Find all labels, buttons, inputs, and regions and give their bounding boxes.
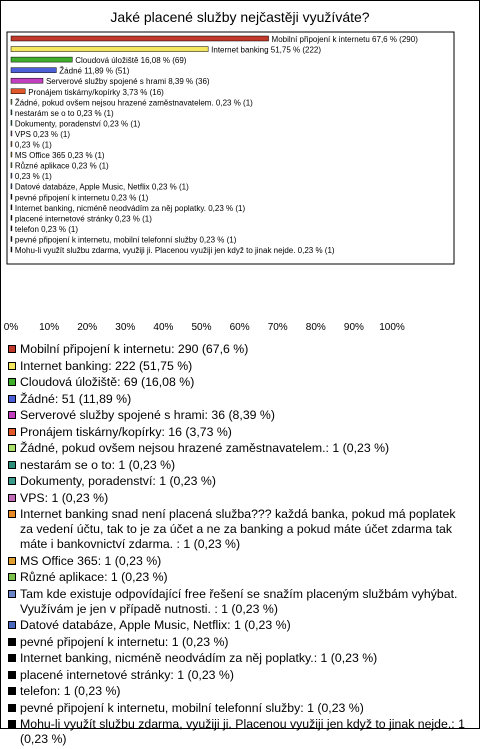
legend-item bbox=[8, 651, 470, 666]
legend-label: Datové databáze, Apple Music, Netflix: 1 (0,23 %) bbox=[20, 618, 291, 632]
legend-label: Dokumenty, poradenství: 1 (0,23 %) bbox=[20, 474, 216, 488]
legend-swatch bbox=[8, 638, 16, 646]
bar bbox=[11, 78, 43, 83]
legend-label: placené internetové stránky: 1 (0,23 %) bbox=[20, 667, 234, 682]
legend-label: Internet banking snad není placená služba??? každá banka, pokud má poplatek za vedení účtu, tak to je za účet a ne za banking a pokud máte účet zdarma tak máte i bankovnictví zdarma. : 1 (0,23 %) bbox=[20, 507, 456, 551]
legend-label: Mobilní připojení k internetu: 290 (67,6 %) bbox=[20, 342, 249, 356]
bar bbox=[11, 236, 12, 241]
chart-title: Jaké placené služby nejčastěji využíváte? bbox=[110, 9, 370, 25]
bar bbox=[11, 68, 56, 73]
legend-swatch bbox=[8, 557, 16, 565]
bar-label: Serverové služby spojené s hrami 8,39 % (36) bbox=[45, 77, 210, 87]
bar-label: Datové databáze, Apple Music, Netflix 0,23 % (1) bbox=[14, 182, 189, 192]
bar-label: Pronájem tiskárny/kopírky 3,73 % (16) bbox=[28, 87, 164, 97]
bar-label: Různé aplikace 0,23 % (1) bbox=[14, 161, 109, 171]
bar bbox=[11, 247, 12, 252]
legend-item bbox=[8, 425, 470, 440]
bar bbox=[11, 205, 12, 210]
legend-label: Mohu-li využít službu zdarma, využiji ji. Placenou využiji jen když to jinak nejde.: 1 (0,23 %) bbox=[20, 717, 465, 746]
bar bbox=[11, 215, 12, 220]
legend-label: Serverové služby spojené s hrami: 36 (8,39 %) bbox=[20, 408, 275, 422]
legend-swatch bbox=[8, 428, 16, 436]
legend-label: MS Office 365: 1 (0,23 %) bbox=[20, 553, 162, 568]
x-tick-label: 50% bbox=[191, 322, 212, 333]
legend-swatch bbox=[8, 687, 16, 695]
x-tick-label: 100% bbox=[379, 322, 405, 333]
legend-item bbox=[8, 342, 470, 357]
bar-label: 0,23 % (1) bbox=[14, 172, 52, 182]
bar-label: VPS 0,23 % (1) bbox=[14, 129, 71, 139]
legend-label: Žádné, pokud ovšem nejsou hrazené zaměstnavatelem.: 1 (0,23 %) bbox=[20, 441, 390, 455]
bar bbox=[11, 110, 12, 115]
bar-label: Internet banking, nicméně neodvádím za něj poplatky. 0,23 % (1) bbox=[14, 203, 246, 213]
legend-label: pevné připojení k internetu, mobilní telefonní služby: 1 (0,23 %) bbox=[20, 700, 364, 715]
legend-label: Internet banking: 222 (51,75 %) bbox=[20, 358, 193, 373]
legend-item bbox=[8, 458, 470, 473]
bar-chart-plot bbox=[0, 0, 480, 340]
bar-label: telefon 0,23 % (1) bbox=[14, 224, 79, 234]
legend-swatch bbox=[8, 654, 16, 662]
legend-item bbox=[8, 635, 470, 650]
legend-swatch bbox=[8, 444, 16, 452]
x-tick-label: 80% bbox=[305, 322, 326, 333]
legend-item bbox=[8, 474, 470, 489]
bar bbox=[11, 152, 12, 157]
x-tick-label: 60% bbox=[229, 322, 250, 333]
bar-label: Žádné 11,89 % (51) bbox=[59, 66, 130, 76]
bar-label: Internet banking 51,75 % (222) bbox=[211, 45, 322, 55]
bar-label: Mobilní připojení k internetu 67,6 % (290) bbox=[271, 35, 418, 44]
x-tick-label: 20% bbox=[77, 322, 98, 333]
bar bbox=[11, 184, 12, 189]
legend-swatch bbox=[8, 590, 16, 598]
legend-swatch bbox=[8, 477, 16, 485]
legend-item bbox=[8, 507, 470, 552]
x-tick-label: 40% bbox=[153, 322, 174, 333]
legend-swatch bbox=[8, 362, 16, 370]
x-tick-label: 0% bbox=[3, 322, 19, 333]
bar bbox=[11, 163, 12, 168]
bar-label: Cloudová úložiště 16,08 % (69) bbox=[75, 56, 187, 66]
legend-item bbox=[8, 359, 470, 374]
legend-item bbox=[8, 408, 470, 423]
legend-swatch bbox=[8, 461, 16, 469]
legend-item bbox=[8, 668, 470, 683]
legend-label: nestarám se o to: 1 (0,23 %) bbox=[20, 457, 176, 472]
legend-swatch bbox=[8, 494, 16, 502]
bar bbox=[11, 36, 269, 41]
bar-label: pevné připojení k internetu, mobilní telefonní služby 0,23 % (1) bbox=[14, 235, 237, 245]
legend-label: Různé aplikace: 1 (0,23 %) bbox=[20, 570, 168, 584]
legend-label: Internet banking, nicméně neodvádím za něj poplatky.: 1 (0,23 %) bbox=[20, 651, 378, 665]
bar-label: 0,23 % (1) bbox=[14, 140, 52, 150]
legend-label: Žádné: 51 (11,89 %) bbox=[20, 391, 132, 406]
legend-label: Tam kde existuje odpovídající free řešení se snažím placeným službám vyhýbat. Využívám je jen v případě nutnosti. : 1 (0,23 %) bbox=[20, 586, 458, 616]
legend-item bbox=[8, 375, 470, 390]
legend-swatch bbox=[8, 395, 16, 403]
legend-swatch bbox=[8, 573, 16, 581]
legend-item bbox=[8, 441, 470, 456]
legend-item bbox=[8, 554, 470, 569]
legend-swatch bbox=[8, 378, 16, 386]
bar bbox=[11, 47, 208, 52]
legend-item bbox=[8, 618, 470, 633]
bar bbox=[11, 142, 12, 147]
legend-swatch bbox=[8, 345, 16, 353]
legend-item bbox=[8, 570, 470, 585]
legend-label: VPS: 1 (0,23 %) bbox=[20, 490, 109, 505]
bar-label: placené internetové stránky 0,23 % (1) bbox=[14, 214, 152, 224]
legend-item bbox=[8, 684, 470, 699]
bar bbox=[11, 173, 12, 178]
bar-label: Mohu-li využít službu zdarma, využiji ji. Placenou využiji jen když to jinak nejde. 0,23 % (1) bbox=[14, 246, 335, 255]
bar bbox=[11, 120, 12, 125]
x-tick-label: 10% bbox=[39, 322, 60, 333]
x-tick-label: 90% bbox=[343, 322, 364, 333]
chart-legend bbox=[8, 342, 470, 749]
legend-item bbox=[8, 717, 470, 747]
legend-swatch bbox=[8, 621, 16, 629]
bar bbox=[11, 131, 12, 136]
legend-item bbox=[8, 392, 470, 407]
bar bbox=[11, 99, 12, 104]
bar-label: pevné připojení k internetu 0,23 % (1) bbox=[14, 193, 149, 203]
legend-label: pevné připojení k internetu: 1 (0,23 %) bbox=[20, 634, 229, 649]
bar bbox=[11, 226, 12, 231]
legend-swatch bbox=[8, 704, 16, 712]
x-tick-label: 70% bbox=[267, 322, 288, 333]
legend-label: Cloudová úložiště: 69 (16,08 %) bbox=[20, 375, 195, 389]
bar bbox=[11, 89, 25, 94]
bar-label: Dokumenty, poradenství 0,23 % (1) bbox=[14, 119, 141, 129]
legend-swatch bbox=[8, 510, 16, 518]
bar bbox=[11, 194, 12, 199]
legend-label: telefon: 1 (0,23 %) bbox=[20, 684, 121, 698]
legend-item bbox=[8, 491, 470, 506]
legend-swatch bbox=[8, 671, 16, 679]
legend-label: Pronájem tiskárny/kopírky: 16 (3,73 %) bbox=[20, 424, 232, 439]
legend-item bbox=[8, 701, 470, 716]
legend-item bbox=[8, 587, 470, 617]
bar bbox=[11, 57, 72, 62]
bar-label: MS Office 365 0,23 % (1) bbox=[14, 151, 105, 161]
legend-swatch bbox=[8, 720, 16, 728]
legend-swatch bbox=[8, 411, 16, 419]
bar-label: nestarám se o to 0,23 % (1) bbox=[14, 108, 114, 118]
x-tick-label: 30% bbox=[115, 322, 136, 333]
bar-label: Žádné, pokud ovšem nejsou hrazené zaměstnavatelem. 0,23 % (1) bbox=[14, 98, 253, 108]
